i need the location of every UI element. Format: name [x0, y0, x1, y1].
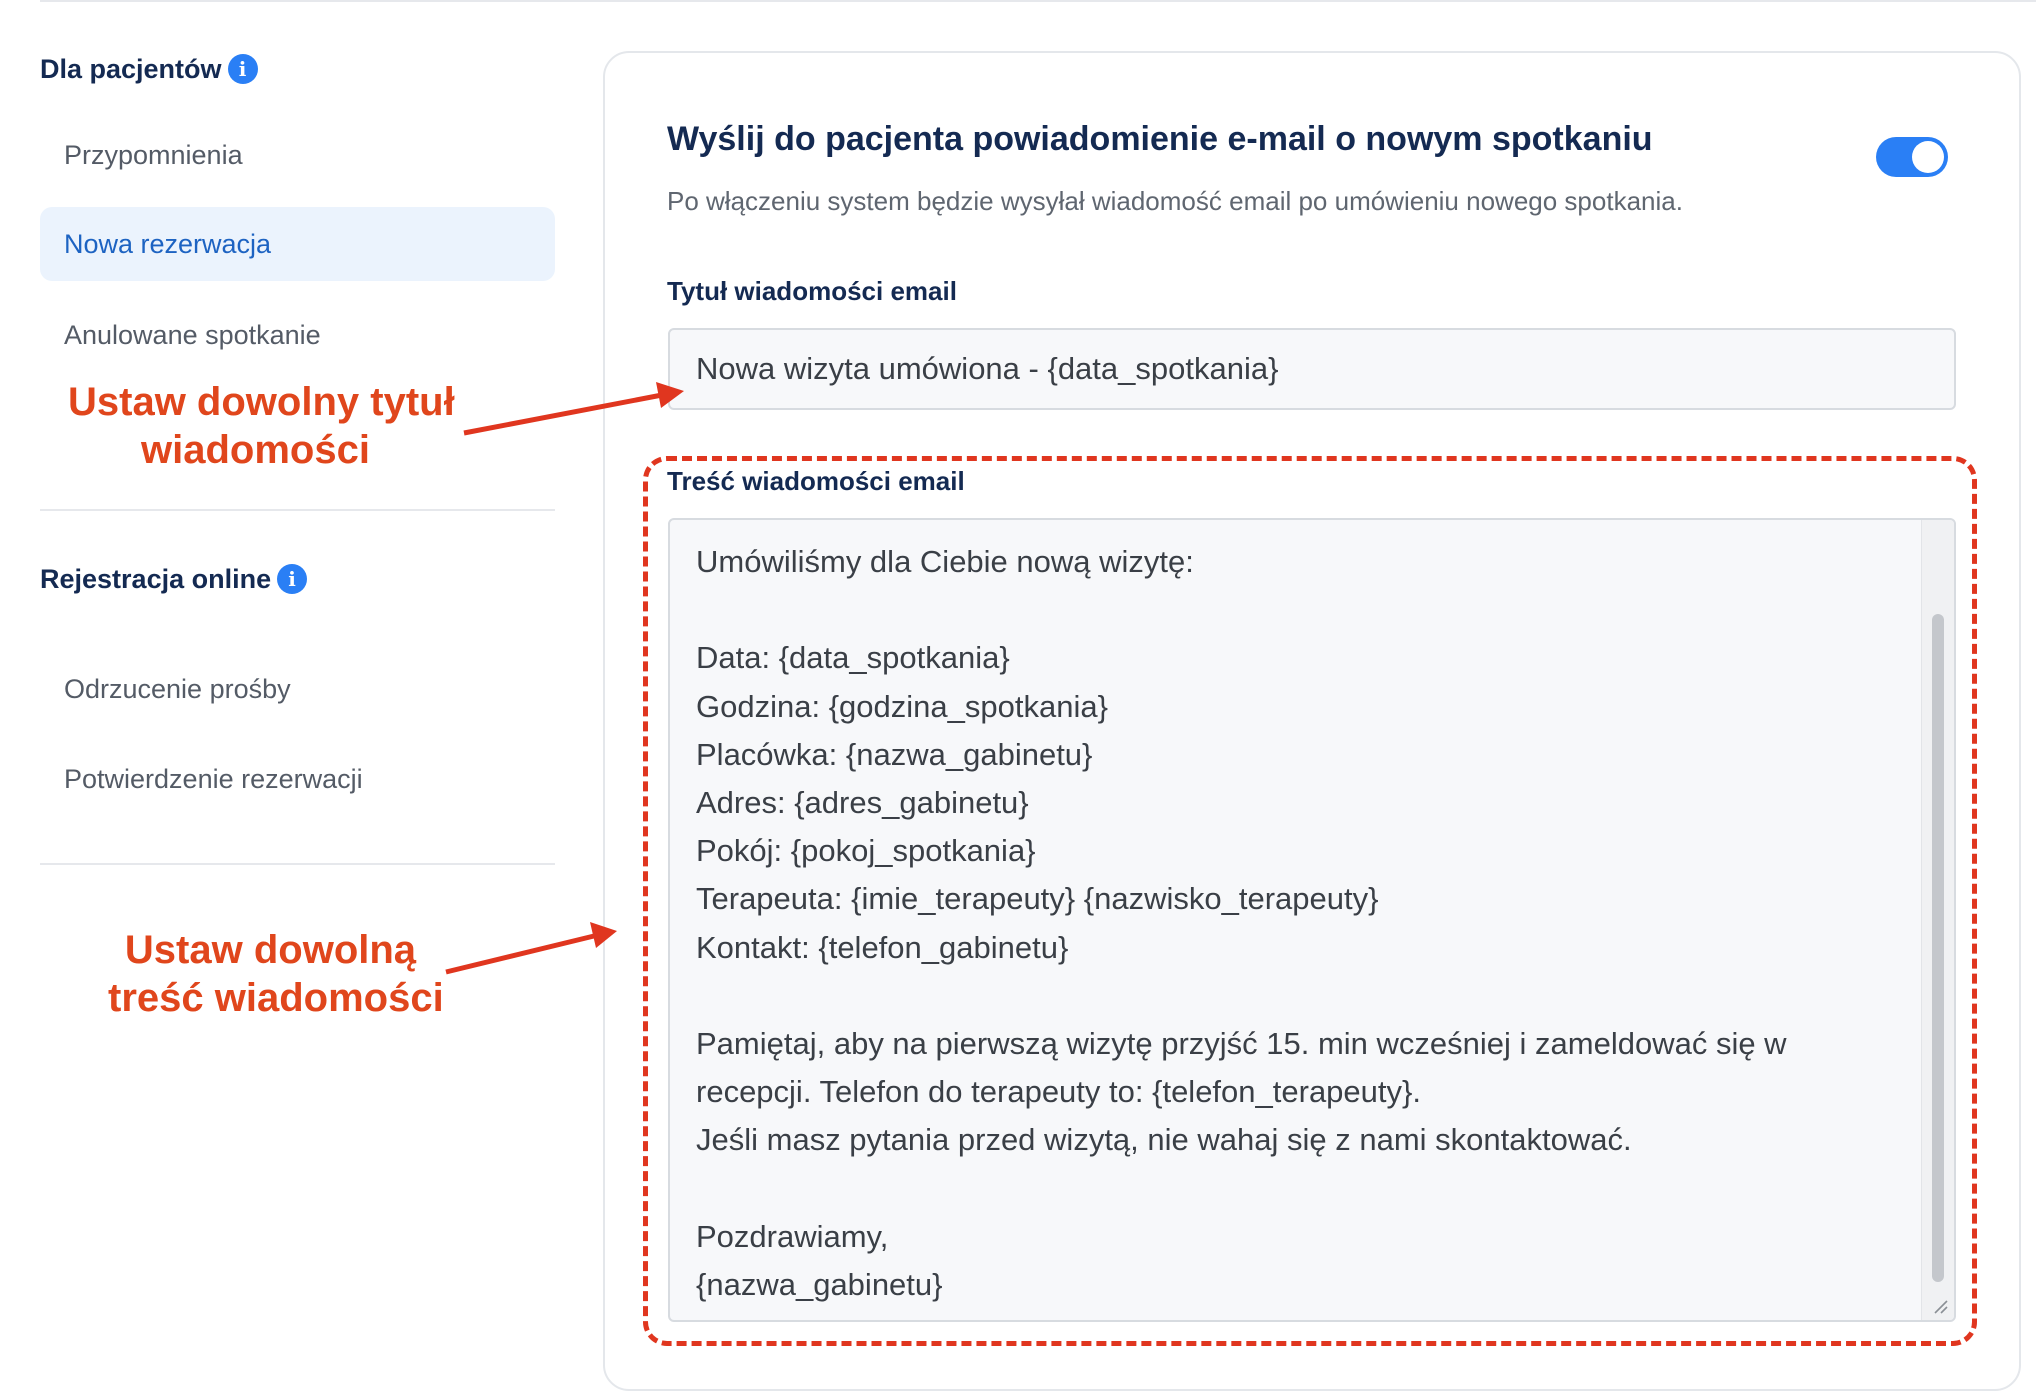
- subject-input[interactable]: [668, 328, 1956, 410]
- subject-label: Tytuł wiadomości email: [667, 276, 957, 306]
- info-icon[interactable]: i: [277, 564, 307, 594]
- body-line: Terapeuta: {imie_terapeuty} {nazwisko_terapeuty}: [696, 881, 1379, 917]
- annotation-highlight-box: [643, 456, 1977, 1346]
- annotation-title-hint: [68, 378, 455, 474]
- body-line: Jeśli masz pytania przed wizytą, nie wahaj się z nami skontaktować.: [696, 1122, 1632, 1158]
- info-icon[interactable]: i: [228, 54, 258, 84]
- section-title-patients: [40, 54, 258, 85]
- arrow-icon: [446, 922, 617, 972]
- body-line: Pozdrawiamy,: [696, 1218, 889, 1254]
- page-title: Wyślij do pacjenta powiadomienie e-mail o nowym spotkaniu: [667, 120, 1653, 158]
- top-divider: [40, 0, 2036, 2]
- body-line: {nazwa_gabinetu}: [696, 1266, 943, 1302]
- toggle-knob: [1912, 141, 1944, 173]
- sidebar-divider: [40, 863, 555, 865]
- annotation-title-hint-line1: Ustaw dowolny tytuł: [68, 380, 455, 424]
- section-title-online-registration-label: Rejestracja online: [40, 564, 272, 594]
- body-label: Treść wiadomości email: [667, 466, 965, 496]
- sidebar-item-request-rejection[interactable]: Odrzucenie prośby: [64, 674, 291, 704]
- body-line: Placówka: {nazwa_gabinetu}: [696, 736, 1093, 772]
- sidebar-item-booking-confirmation[interactable]: Potwierdzenie rezerwacji: [64, 764, 363, 794]
- body-line: Kontakt: {telefon_gabinetu}: [696, 929, 1069, 965]
- sidebar-divider: [40, 509, 555, 511]
- sidebar-item-new-booking[interactable]: Nowa rezerwacja: [40, 207, 555, 281]
- body-line: Pamiętaj, aby na pierwszą wizytę przyjść 15. min wcześniej i zameldować się w: [696, 1025, 1787, 1061]
- annotation-body-hint-line2: treść wiadomości: [108, 976, 444, 1020]
- body-line: Pokój: {pokoj_spotkania}: [696, 833, 1036, 869]
- section-title-online-registration: [40, 564, 307, 595]
- section-title-patients-label: Dla pacjentów: [40, 54, 222, 84]
- body-line: Umówiliśmy dla Ciebie nową wizytę:: [696, 544, 1194, 579]
- body-line: recepcji. Telefon do terapeuty to: {telefon_terapeuty}.: [696, 1074, 1421, 1110]
- annotation-title-hint-line2: wiadomości: [141, 428, 370, 472]
- body-line: Godzina: {godzina_spotkania}: [696, 688, 1108, 724]
- sidebar-item-reminders[interactable]: Przypomnienia: [64, 140, 243, 170]
- email-notification-toggle[interactable]: [1876, 137, 1948, 177]
- body-line: Data: {data_spotkania}: [696, 640, 1010, 676]
- body-line: Adres: {adres_gabinetu}: [696, 784, 1029, 820]
- annotation-body-hint-line1: Ustaw dowolną: [124, 928, 417, 972]
- annotation-body-hint: [108, 926, 444, 1022]
- sidebar-item-cancelled-meeting[interactable]: Anulowane spotkanie: [64, 320, 321, 350]
- setting-description: Po włączeniu system będzie wysyłał wiadomość email po umówieniu nowego spotkania.: [667, 186, 1683, 216]
